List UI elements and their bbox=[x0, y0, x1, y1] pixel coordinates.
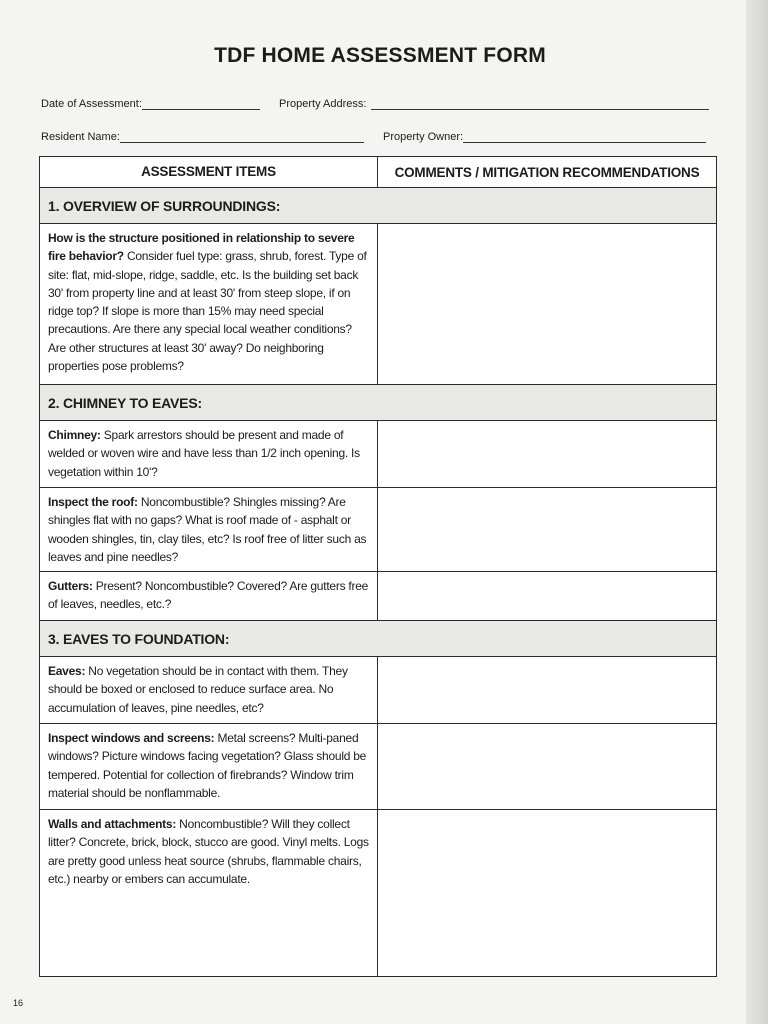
item-text: Noncombustible? Shingles missing? Are shingles flat with no gaps? What is roof made of - asphalt or wooden shingles, tin, clay tiles, etc? Is roof free of litter such as leaves and pine needles? bbox=[48, 495, 367, 564]
item-text: Metal screens? Multi-paned windows? Picture windows facing vegetation? Glass should be tempered. Potential for collection of firebrands? Window trim material should be nonflammable. bbox=[48, 731, 367, 800]
page-number: 16 bbox=[13, 998, 24, 1008]
resident-name-field[interactable] bbox=[41, 131, 364, 143]
comment-cell[interactable] bbox=[378, 488, 716, 571]
date-of-assessment-field[interactable] bbox=[41, 98, 260, 110]
item-text: No vegetation should be in contact with them. They should be boxed or enclosed to reduce surface area. No accumulation of leaves, pine needles, etc? bbox=[48, 664, 348, 715]
resident-name-blank[interactable] bbox=[120, 131, 364, 143]
assessment-item bbox=[40, 724, 378, 809]
table-row bbox=[40, 224, 716, 385]
item-text: Spark arrestors should be present and made of welded or woven wire and have less than 1/2 inch opening. Is vegetation within 10'? bbox=[48, 428, 360, 479]
assessment-table bbox=[39, 156, 717, 977]
table-row bbox=[40, 488, 716, 572]
comment-cell[interactable] bbox=[378, 724, 716, 809]
date-of-assessment-blank[interactable] bbox=[142, 98, 260, 110]
item-lead: Gutters: bbox=[48, 579, 93, 593]
table-row bbox=[40, 724, 716, 810]
property-address-blank[interactable] bbox=[371, 98, 709, 110]
form-title: TDF HOME ASSESSMENT FORM bbox=[214, 44, 546, 67]
item-lead: How is the structure positioned in relationship to severe fire behavior? bbox=[48, 231, 355, 264]
comment-cell[interactable] bbox=[378, 224, 716, 384]
page-edge-shadow bbox=[746, 0, 768, 1024]
section-heading: 3. EAVES TO FOUNDATION: bbox=[40, 621, 716, 657]
table-row bbox=[40, 572, 716, 621]
property-owner-field[interactable] bbox=[383, 131, 706, 143]
assessment-item bbox=[40, 488, 378, 571]
property-address-field[interactable] bbox=[279, 98, 709, 110]
table-row bbox=[40, 657, 716, 724]
item-lead: Inspect the roof: bbox=[48, 495, 138, 509]
comment-cell[interactable] bbox=[378, 657, 716, 723]
comment-cell[interactable] bbox=[378, 421, 716, 487]
comment-cell[interactable] bbox=[378, 572, 716, 620]
item-text: Present? Noncombustible? Covered? Are gutters free of leaves, needles, etc.? bbox=[48, 579, 369, 612]
comments-header: COMMENTS / MITIGATION RECOMMENDATIONS bbox=[394, 164, 700, 180]
item-lead: Walls and attachments: bbox=[48, 817, 177, 831]
property-owner-label: Property Owner: bbox=[383, 131, 464, 143]
item-text: Noncombustible? Will they collect litter? Concrete, brick, block, stucco are good. Vinyl melts. Logs are pretty good unless heat source (shrubs, flammable chairs, etc.) nearby or embers can accumulate. bbox=[48, 817, 369, 886]
section-heading: 1. OVERVIEW OF SURROUNDINGS: bbox=[40, 188, 716, 224]
assessment-item bbox=[40, 421, 378, 487]
assessment-items-header: ASSESSMENT ITEMS bbox=[40, 157, 378, 187]
date-of-assessment-label: Date of Assessment: bbox=[41, 98, 142, 110]
assessment-item bbox=[40, 657, 378, 723]
section-heading: 2. CHIMNEY TO EAVES: bbox=[40, 385, 716, 421]
item-lead: Chimney: bbox=[48, 428, 101, 442]
item-lead: Eaves: bbox=[48, 664, 86, 678]
property-owner-blank[interactable] bbox=[463, 131, 706, 143]
assessment-item bbox=[40, 224, 378, 384]
item-text: Consider fuel type: grass, shrub, forest. Type of site: flat, mid-slope, ridge, saddle, etc. Is the building set back 30' from property line and at least 30' from steep slope, if on ridge top? If slope is more than 15% may need special precautions. Are there any special local weather conditions? Are other structures at least 30' away? Do neighboring properties pose problems? bbox=[48, 249, 367, 374]
table-header-row bbox=[40, 157, 716, 188]
assessment-item bbox=[40, 810, 378, 976]
property-address-label: Property Address: bbox=[279, 98, 367, 110]
table-row bbox=[40, 810, 716, 976]
item-lead: Inspect windows and screens: bbox=[48, 731, 215, 745]
table-row bbox=[40, 421, 716, 488]
assessment-item bbox=[40, 572, 378, 620]
comment-cell[interactable] bbox=[378, 810, 716, 976]
resident-name-label: Resident Name: bbox=[41, 131, 120, 143]
